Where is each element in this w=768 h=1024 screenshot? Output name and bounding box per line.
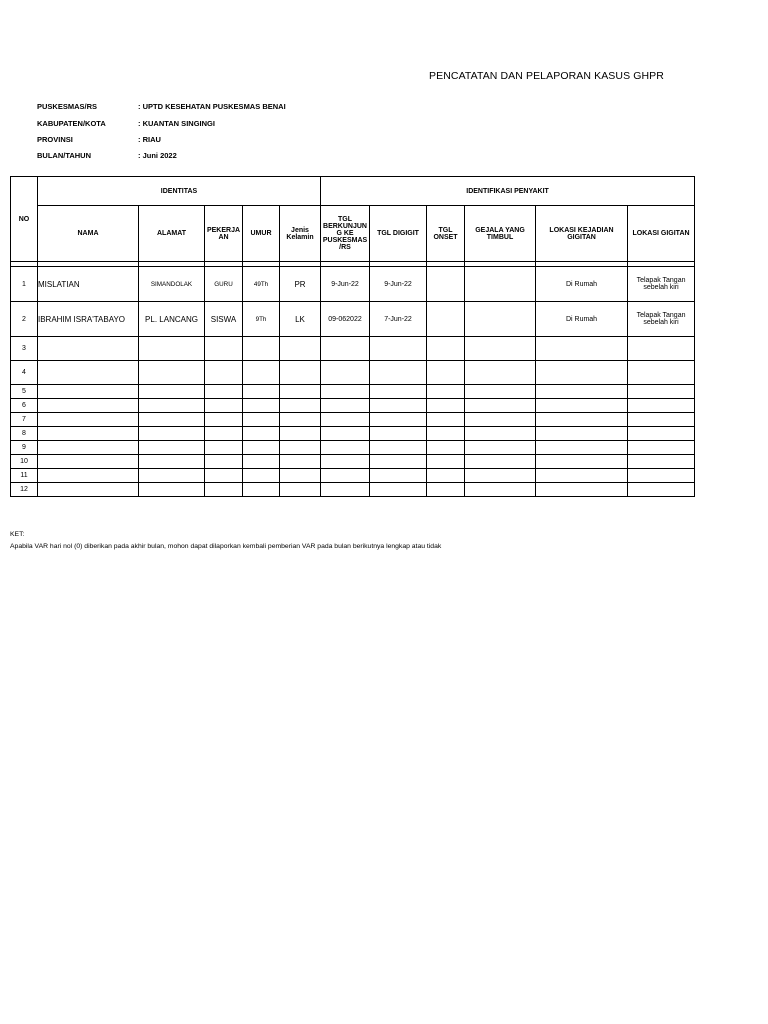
cell-gejala xyxy=(465,302,536,337)
meta-value: : Juni 2022 xyxy=(138,151,177,160)
meta-value: : KUANTAN SINGINGI xyxy=(138,119,215,128)
col-header-pekerjaan: PEKERJA AN xyxy=(205,206,243,262)
cell-gejala xyxy=(465,267,536,302)
cell-nama: IBRAHIM ISRA'TABAYO xyxy=(38,302,139,337)
cell-alamat: PL. LANCANG xyxy=(139,302,205,337)
cell-pekerjaan: SISWA xyxy=(205,302,243,337)
cell-umur: 9Th xyxy=(243,302,280,337)
cell-no: 5 xyxy=(11,385,38,399)
cell-tgl-onset xyxy=(427,267,465,302)
notes-text: Apabila VAR hari nol (0) diberikan pada akhir bulan, mohon dapat dilaporkan kembali pemberian VAR pada bulan berikutnya lengkap atau tidak xyxy=(10,543,442,550)
cell-tgl-digigit: 7-Jun-22 xyxy=(370,302,427,337)
meta-label: KABUPATEN/KOTA xyxy=(37,119,106,128)
group-header-identitas: IDENTITAS xyxy=(38,177,321,206)
col-header-tgl-digigit: TGL DIGIGIT xyxy=(370,206,427,262)
cell-umur: 49Th xyxy=(243,267,280,302)
cell-no: 9 xyxy=(11,441,38,455)
cell-tgl-digigit: 9-Jun-22 xyxy=(370,267,427,302)
cell-no: 1 xyxy=(11,267,38,302)
group-header-identifikasi: IDENTIFIKASI PENYAKIT xyxy=(321,177,695,206)
table-row xyxy=(11,427,696,441)
cell-pekerjaan: GURU xyxy=(205,267,243,302)
table-row xyxy=(11,361,696,385)
cell-lokasi-gigitan: Telapak Tangan sebelah kiri xyxy=(628,267,695,302)
meta-value: : UPTD KESEHATAN PUSKESMAS BENAI xyxy=(138,102,286,111)
meta-provinsi xyxy=(37,135,161,144)
notes-label: KET: xyxy=(10,531,25,538)
cell-jenis-kelamin: LK xyxy=(280,302,321,337)
col-header-gejala: GEJALA YANG TIMBUL xyxy=(465,206,536,262)
meta-kabupaten xyxy=(37,119,215,128)
col-header-jenis-kelamin: Jenis Kelamin xyxy=(280,206,321,262)
table-row xyxy=(11,469,696,483)
col-header-nama: NAMA xyxy=(38,206,139,262)
meta-value: : RIAU xyxy=(138,135,161,144)
table-row xyxy=(11,337,696,361)
table-row xyxy=(11,455,696,469)
cell-alamat: SIMANDOLAK xyxy=(139,267,205,302)
cell-no: 3 xyxy=(11,337,38,361)
col-header-umur: UMUR xyxy=(243,206,280,262)
cell-tgl-onset xyxy=(427,302,465,337)
table-row xyxy=(11,302,696,337)
meta-label: PROVINSI xyxy=(37,135,73,144)
report-title: PENCATATAN DAN PELAPORAN KASUS GHPR xyxy=(429,70,664,82)
col-header-tgl-berkunjung: TGL BERKUNJUN G KE PUSKESMAS /RS xyxy=(321,206,370,262)
table-row xyxy=(11,441,696,455)
meta-label: PUSKESMAS/RS xyxy=(37,102,98,111)
cell-no: 2 xyxy=(11,302,38,337)
case-table-container xyxy=(10,176,695,497)
meta-puskesmas xyxy=(37,102,286,111)
cell-jenis-kelamin: PR xyxy=(280,267,321,302)
cell-no: 11 xyxy=(11,469,38,483)
col-header-no: NO xyxy=(11,177,38,262)
meta-label: BULAN/TAHUN xyxy=(37,151,92,160)
meta-bulan-tahun xyxy=(37,151,177,160)
cell-lokasi-gigitan: Telapak Tangan sebelah kiri xyxy=(628,302,695,337)
table-row xyxy=(11,413,696,427)
cell-lokasi-kejadian: Di Rumah xyxy=(536,302,628,337)
col-header-tgl-onset: TGL ONSET xyxy=(427,206,465,262)
cell-no: 8 xyxy=(11,427,38,441)
cell-no: 7 xyxy=(11,413,38,427)
cell-no: 10 xyxy=(11,455,38,469)
cell-no: 12 xyxy=(11,483,38,497)
cell-no: 6 xyxy=(11,399,38,413)
cell-nama: MISLATIAN xyxy=(38,267,139,302)
cell-tgl-berkunjung: 9-Jun-22 xyxy=(321,267,370,302)
table-row xyxy=(11,483,696,497)
case-table xyxy=(10,176,695,497)
cell-lokasi-kejadian: Di Rumah xyxy=(536,267,628,302)
col-header-alamat: ALAMAT xyxy=(139,206,205,262)
table-row xyxy=(11,385,696,399)
table-row xyxy=(11,399,696,413)
table-row xyxy=(11,267,696,302)
notes-section xyxy=(10,529,441,553)
cell-no: 4 xyxy=(11,361,38,385)
col-header-lokasi-gigitan: LOKASI GIGITAN xyxy=(628,206,695,262)
col-header-lokasi-kejadian: LOKASI KEJADIAN GIGITAN xyxy=(536,206,628,262)
cell-tgl-berkunjung: 09-062022 xyxy=(321,302,370,337)
